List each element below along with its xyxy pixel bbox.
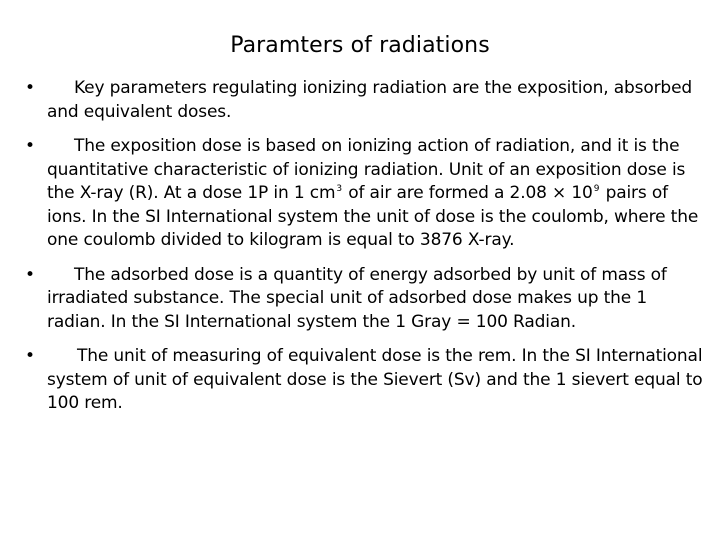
superscript-exponent: 9 [593,184,600,194]
bullet-marker: • [25,136,35,156]
bullet-item-exposition-dose [0,135,720,253]
bullet-text: The adsorbed dose is a quantity of energy adsorbed by unit of mass of irradiated substance. The special unit of adsorbed dose makes up the 1 radian. In the SI International system the 1 Gray = 100 Radian. [47,264,667,332]
bullet-text-part: pairs of ions. In the SI International system the unit of dose is the coulomb, where the one coulomb divided to kilogram is equal to 3876 X-ray. [47,183,699,250]
bullet-text-part: of air are formed a 2.08 × 10 [342,183,593,203]
bullet-text-part: The exposition dose is based on ionizing action of radiation, and it is the quantitative characteristic of ionizing radiation. Unit of an exposition dose is the X-ray (R). At a dose 1Р in 1 cm [47,136,686,203]
slide-title: Paramters of radiations [230,33,490,58]
bullet-list [0,77,720,426]
bullet-text: Key parameters regulating ionizing radiation are the exposition, absorbed and equivalent doses. [47,78,693,122]
bullet-item-key-parameters [0,77,720,124]
bullet-marker: • [25,78,35,98]
bullet-item-adsorbed-dose [0,264,720,335]
bullet-text: The unit of measuring of equivalent dose is the rem. In the SI International system of unit of equivalent dose is the Sievert (Sv) and the 1 sievert equal to 100 rem. [47,346,703,413]
superscript-cubic: 3 [336,184,342,194]
bullet-marker: • [25,264,35,285]
bullet-marker: • [25,346,35,366]
bullet-item-equivalent-dose [0,345,720,416]
